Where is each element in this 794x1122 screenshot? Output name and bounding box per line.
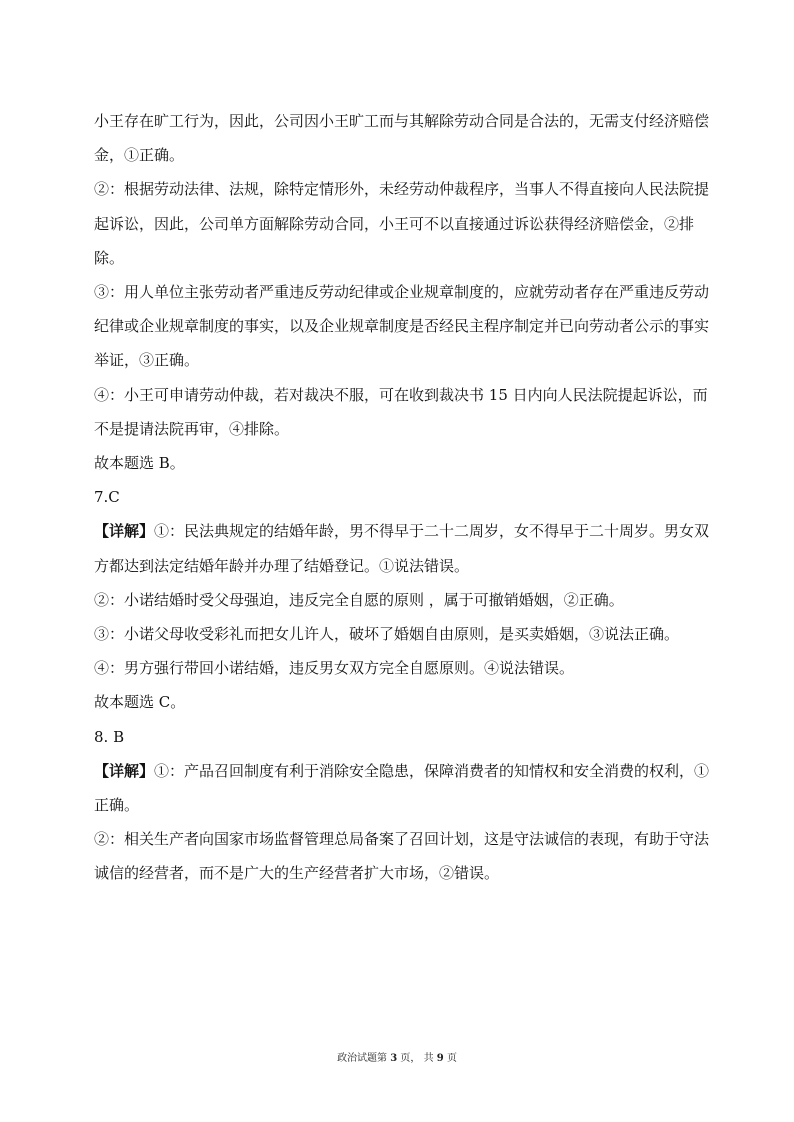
explanation-7-point-4: ④：男方强行带回小诺结婚，违反男女双方完全自愿原则。④说法错误。 [94, 659, 575, 678]
footer-current-page: 3 [390, 1053, 398, 1064]
explanation-7-point-3: ③：小诺父母收受彩礼而把女儿许人，破坏了婚姻自由原则，是买卖婚姻，③说法正确。 [94, 625, 680, 644]
footer-prefix: 政治试题第 [337, 1053, 388, 1064]
question-number-7: 7.C [94, 488, 120, 507]
explanation-8-point-2: ②：相关生产者向国家市场监督管理总局备案了召回计划，这是守法诚信的表现，有助于守法诚信的经营者，而不是广大的生产经营者扩大市场，②错误。 [94, 830, 710, 883]
paragraph-4: ④：小王可申请劳动仲裁，若对裁决不服，可在收到裁决书 15 日内向人民法院提起诉讼，而不是提请法院再审，④排除。 [94, 385, 708, 438]
explanation-8-point-1: 【详解】①：产品召回制度有利于消除安全隐患，保障消费者的知情权和安全消费的权利，①正确。 [94, 761, 710, 815]
document-body [94, 104, 714, 891]
question-number-8: 8. B [94, 727, 125, 746]
answer-conclusion-7: 故本题选 C。 [94, 693, 186, 712]
paragraph-1: 小王存在旷工行为，因此，公司因小王旷工而与其解除劳动合同是合法的，无需支付经济赔偿金，①正确。 [94, 112, 710, 165]
paragraph-3: ③：用人单位主张劳动者严重违反劳动纪律或企业规章制度的，应就劳动者存在严重违反劳动纪律或企业规章制度的事实，以及企业规章制度是否经民主程序制定并已向劳动者公示的事实举证，③正确。 [94, 283, 710, 370]
paragraph-2: ②：根据劳动法律、法规，除特定情形外，未经劳动仲裁程序，当事人不得直接向人民法院提起诉讼，因此，公司单方面解除劳动合同，小王可不以直接通过诉讼获得经济赔偿金，②排除。 [94, 180, 710, 267]
footer-total-pages: 9 [436, 1053, 444, 1064]
footer-suffix: 页 [446, 1053, 457, 1064]
explanation-7-point-1: 【详解】①：民法典规定的结婚年龄，男不得早于二十二周岁，女不得早于二十周岁。男女双方都达到法定结婚年龄并办理了结婚登记。①说法错误。 [94, 522, 710, 575]
footer-middle: 页， 共 [400, 1053, 434, 1064]
page-footer [0, 1049, 794, 1064]
explanation-7-point-2: ②：小诺结婚时受父母强迫，违反完全自愿的原则 ，属于可撤销婚姻，②正确。 [94, 590, 624, 609]
answer-conclusion-6: 故本题选 B。 [94, 454, 185, 473]
explanation-tag: 【详解】 [94, 522, 155, 541]
explanation-tag: 【详解】 [94, 761, 155, 780]
